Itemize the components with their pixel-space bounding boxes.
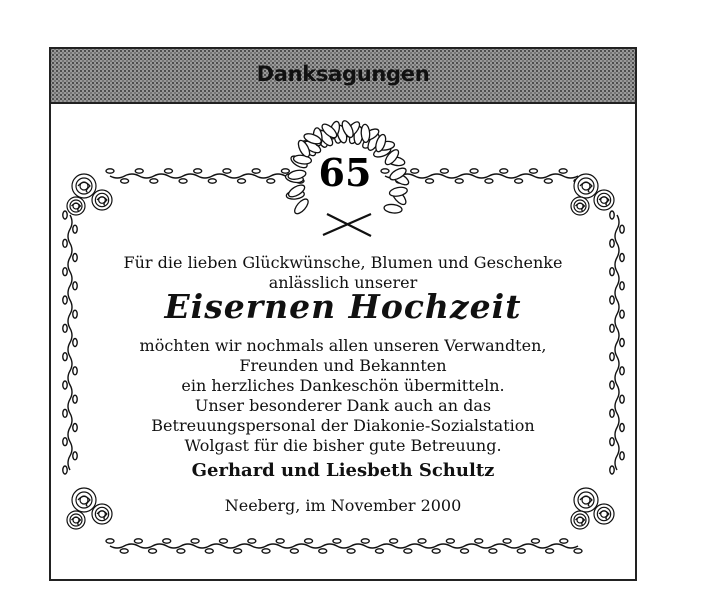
intro-line: anlässlich unserer [268,273,418,292]
body-line: Betreuungspersonal der Diakonie-Sozialstation [151,416,535,435]
thanks-body [100,336,586,456]
body-line: möchten wir nochmals allen unseren Verwandten, [139,336,547,355]
body-line: Unser besonderer Dank auch an das [194,396,492,415]
intro-line: Für die lieben Glückwünsche, Blumen und Geschenke [123,253,563,272]
body-line: Wolgast für die bisher gute Betreuung. [184,436,502,455]
signature: Gerhard und Liesbeth Schultz [191,460,495,481]
body-line: Freunden und Bekannten [239,356,447,375]
laurel-wreath-icon [275,108,415,248]
section-title: Danksagungen [256,62,430,86]
anniversary-number: 65 [318,150,372,195]
occasion-heading: Eisernen Hochzeit [164,287,522,326]
place-date: Neeberg, im November 2000 [224,496,462,515]
body-line: ein herzliches Dankeschön übermitteln. [181,376,505,395]
